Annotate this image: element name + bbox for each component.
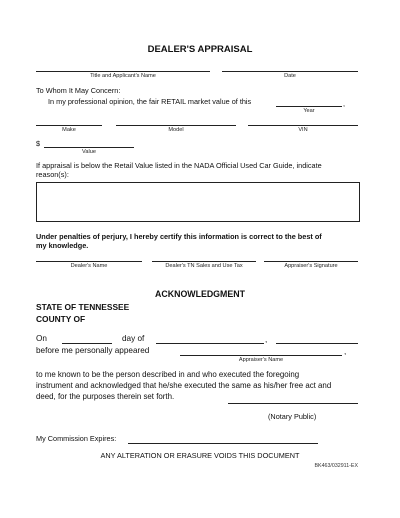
below-retail-text-1: If appraisal is below the Retail Value listed in the NADA Official Used Car Guide, indicate — [36, 161, 322, 170]
model-label: Model — [168, 127, 184, 133]
known-text-3: deed, for the purposes therein set forth. — [36, 392, 175, 401]
appraisers-signature-field[interactable] — [264, 261, 358, 262]
appraisers-name-label: Appraiser's Name — [238, 357, 284, 363]
ack-year-field[interactable] — [276, 343, 358, 344]
year-label: Year — [303, 108, 315, 114]
value-label: Value — [82, 149, 96, 155]
comma-2: , — [344, 347, 347, 356]
before-me-text: before me personally appeared — [36, 346, 150, 355]
make-label: Make — [62, 127, 76, 133]
dealers-tax-field[interactable] — [152, 261, 256, 262]
below-retail-text-2: reason(s): — [36, 170, 69, 179]
known-text-2: instrument and acknowledged that he/she executed the same as his/her free act and — [36, 381, 332, 390]
on-day-field[interactable] — [62, 343, 112, 344]
notary-signature-field[interactable] — [228, 403, 358, 404]
known-text-1: to me known to be the person described in and who executed the foregoing — [36, 370, 300, 379]
vin-field[interactable] — [248, 125, 358, 126]
title-applicant-label: Title and Applicant's Name — [90, 73, 156, 79]
county-heading: COUNTY OF — [36, 314, 86, 324]
vin-label: VIN — [298, 127, 308, 133]
day-of-text: day of — [122, 334, 145, 343]
appraisers-name-field[interactable] — [180, 355, 342, 356]
title-applicant-field[interactable] — [36, 71, 210, 72]
perjury-text-1: Under penalties of perjury, I hereby certify this information is correct to the best of — [36, 232, 322, 241]
dealers-name-label: Dealer's Name — [70, 263, 108, 269]
dealers-name-field[interactable] — [36, 261, 142, 262]
model-field[interactable] — [116, 125, 236, 126]
value-field[interactable] — [44, 147, 134, 148]
make-field[interactable] — [36, 125, 102, 126]
dollar-sign: $ — [36, 139, 41, 148]
year-field[interactable] — [276, 106, 342, 107]
date-field[interactable] — [222, 71, 358, 72]
commission-text: My Commission Expires: — [36, 434, 117, 443]
acknowledgment-title: ACKNOWLEDGMENT — [155, 289, 245, 299]
year-comma: , — [343, 99, 346, 108]
commission-expires-field[interactable] — [128, 443, 318, 444]
notary-label: (Notary Public) — [268, 412, 317, 421]
form-code: BK463/032911-EX — [314, 463, 358, 469]
comma-1: , — [265, 335, 268, 344]
month-field[interactable] — [156, 343, 264, 344]
on-text: On — [36, 334, 47, 343]
opinion-text: In my professional opinion, the fair RETAIL market value of this — [48, 97, 252, 106]
to-whom-text: To Whom It May Concern: — [36, 86, 121, 95]
appraisers-signature-label: Appraiser's Signature — [284, 263, 338, 269]
dealers-tax-label: Dealer's TN Sales and Use Tax — [165, 263, 243, 269]
alteration-notice: ANY ALTERATION OR ERASURE VOIDS THIS DOCUMENT — [100, 451, 300, 460]
page-title: DEALER'S APPRAISAL — [147, 44, 253, 55]
state-heading: STATE OF TENNESSEE — [36, 302, 130, 312]
perjury-text-2: my knowledge. — [36, 241, 89, 250]
reasons-textbox[interactable] — [36, 182, 360, 222]
date-label: Date — [284, 73, 296, 79]
